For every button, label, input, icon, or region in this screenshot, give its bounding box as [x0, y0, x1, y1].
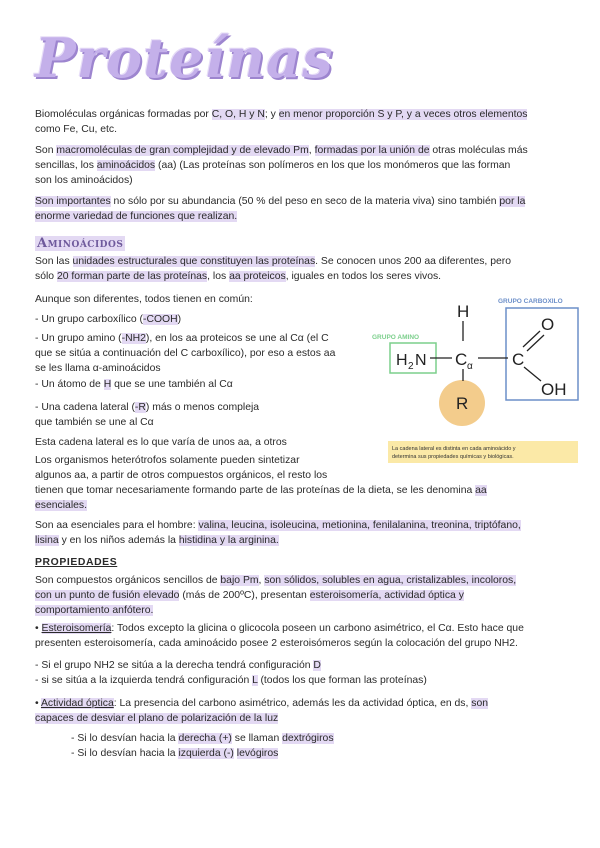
bond-c-oh — [524, 367, 541, 381]
side-chain-note: Esta cadena lateral es lo que varía de unos aa, a otros — [35, 437, 287, 448]
bullet-amino: - Un grupo amino (-NH2), en los aa proteicos se une al Cα (el C que se sitúa a continuación del C carboxílico), por eso a estos aa se les llama α-aminoácidos — [35, 333, 336, 374]
carbonyl-oxygen: O — [541, 315, 555, 334]
bullet-side-chain: - Una cadena lateral (-R) más o menos compleja que también se une al Cα — [35, 402, 260, 428]
label-carboxyl-group: GRUPO CARBOXILO — [498, 298, 563, 305]
properties-paragraph: Son compuestos orgánicos sencillos de bajo Pm, son sólidos, solubles en agua, cristalizables, incoloros, con un punto de fusión elevado (más de 200ºC), presentan esteroisomería, actividad óptica y comportamiento anfótero. — [35, 575, 517, 616]
hydroxyl-group: OH — [541, 380, 567, 399]
hydrogen-atom: H — [457, 302, 470, 321]
label-amino-group: GRUPO AMINO — [372, 334, 420, 341]
bullet-carboxyl: - Un grupo carboxílico (-COOH) — [35, 314, 182, 325]
amino-acid-structure-diagram — [368, 295, 580, 470]
configuration-paragraph: - Si el grupo NH2 se sitúa a la derecha tendrá configuración D - si se sitúa a la izquierda tendrá configuración L (todos los que forman las proteínas) — [35, 660, 427, 686]
page-title: Proteínas — [35, 26, 334, 90]
levogyre-item: - Si lo desvían hacia la izquierda (-) levógiros — [71, 748, 279, 759]
double-bond-2 — [527, 335, 544, 351]
aminoacids-paragraph: Son las unidades estructurales que constituyen las proteínas. Se conocen unos 200 aa diferentes, pero sólo 20 forman parte de las proteínas, los aa proteicos, iguales en todos los seres vivos. — [35, 256, 511, 282]
essential-aa-paragraph: Son aa esenciales para el hombre: valina, leucina, isoleucina, metionina, fenilalanina, treonina, triptófano, lisina y en los niños además la histidina y la arginina. — [35, 520, 521, 546]
intro-paragraph: Biomoléculas orgánicas formadas por C, O, H y N; y en menor proporción S y P, y a veces otros elementos como Fe, Cu, etc. — [35, 109, 528, 135]
alpha-subscript: α — [467, 361, 473, 372]
section-heading-aminoacidos: Aminoácidos — [37, 236, 124, 251]
double-bond-1 — [523, 331, 540, 347]
side-chain-r: R — [456, 394, 469, 413]
caption-line-1: La cadena lateral es distinta en cada aminoácido y — [392, 446, 516, 452]
optical-activity-paragraph: • Actividad óptica: La presencia del carbono asimétrico, además les da actividad óptica, en ds, son capaces de desviar el plano de polarización de la luz — [35, 698, 489, 724]
dextrogyre-item: - Si lo desvían hacia la derecha (+) se llaman dextrógiros — [71, 733, 334, 744]
section-heading-propiedades: PROPIEDADES — [35, 557, 118, 568]
amino-h: H — [396, 352, 408, 369]
amino-subscript: 2 — [408, 361, 414, 372]
bullet-hydrogen: - Un átomo de H que se une también al Cα — [35, 379, 233, 390]
common-features-intro: Aunque son diferentes, todos tienen en común: — [35, 294, 253, 305]
carboxyl-carbon: C — [512, 350, 525, 369]
importance-paragraph: Son importantes no sólo por su abundancia (50 % del peso en seco de la materia viva) sino también por la enorme variedad de funciones que realizan. — [35, 196, 526, 222]
alpha-carbon: C — [455, 350, 468, 369]
caption-line-2: determina sus propiedades químicas y biológicas. — [392, 454, 514, 460]
heterotroph-paragraph: Los organismos heterótrofos solamente pueden sintetizar algunos aa, a partir de otros compuestos orgánicos, el resto los tienen que tomar necesariamente formando parte de las proteínas de la dieta, se les denomina aa esenciales. — [35, 455, 487, 511]
amino-n: N — [415, 352, 427, 369]
macromolecule-paragraph: Son macromoléculas de gran complejidad y de elevado Pm, formadas por la unión de otras moléculas más sencillas, los aminoácidos (aa) (Las proteínas son polímeros en los que los monómeros que las forman son los aminoácidos) — [35, 145, 528, 186]
stereoisomerism-paragraph: • Esteroisomería: Todos excepto la glicina o glicocola poseen un carbono asimétrico, el Cα. Esto hace que presenten esteroisomería, cada aminoácido posee 2 esteroisómeros según la colocación del grupo NH2. — [35, 623, 524, 649]
